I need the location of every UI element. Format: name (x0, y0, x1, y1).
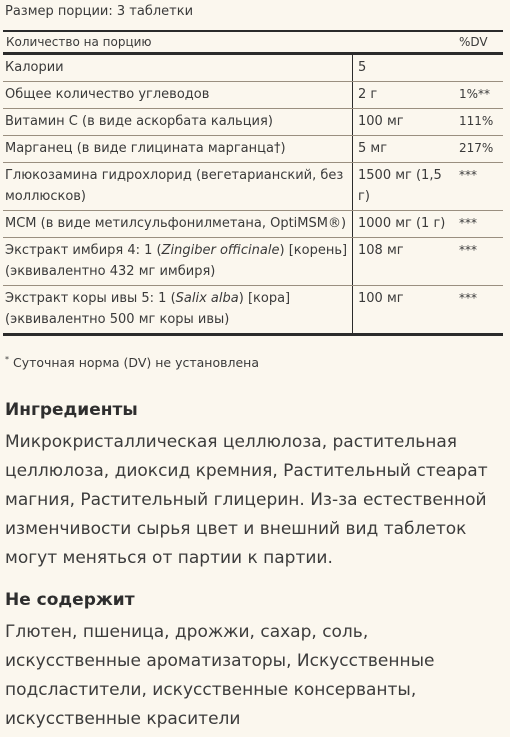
nutrient-amount: 2 г (358, 87, 378, 102)
nutrient-amount: 100 мг (358, 114, 404, 129)
nutrient-dv (456, 55, 503, 81)
nutrient-dv: *** (459, 168, 477, 182)
table-row (3, 286, 503, 333)
free-from-heading: Не содержит (5, 590, 135, 610)
nutrient-name: Калории (3, 55, 353, 81)
nutrient-amount: 1000 мг (1 г) (358, 216, 446, 231)
table-row (3, 136, 503, 163)
nutrient-name: Глюкозамина гидрохлорид (вегетарианский, без моллюсков) (3, 163, 353, 210)
nutrient-name: Экстракт имбиря 4: 1 (Zingiber officinale) [корень] (эквивалентно 432 мг имбиря) (3, 238, 353, 285)
nutrient-dv: *** (459, 243, 477, 257)
nutrient-amount: 108 мг (358, 243, 404, 258)
nutrient-amount: 100 мг (358, 291, 404, 306)
nutrient-amount: 5 мг (358, 141, 388, 156)
nutrient-dv: *** (459, 291, 477, 305)
table-row (3, 238, 503, 286)
supplement-facts-table (3, 30, 503, 336)
dv-header: %DV (459, 35, 488, 49)
nutrient-name: Витамин С (в виде аскорбата кальция) (3, 109, 353, 135)
amount-per-serving-header: Количество на порцию (6, 35, 152, 49)
nutrient-dv: *** (459, 216, 477, 230)
free-from-text: Глютен, пшеница, дрожжи, сахар, соль, искусственные ароматизаторы, Искусственные подсластители, искусственные консерванты, искусственные красители (5, 622, 435, 729)
serving-size: Размер порции: 3 таблетки (5, 4, 194, 19)
table-row (3, 211, 503, 238)
nutrient-name: Марганец (в виде глицината марганца†) (3, 136, 353, 162)
ingredients-text: Микрокристаллическая целлюлоза, растительная целлюлоза, диоксид кремния, Растительный стеарат магния, Растительный глицерин. Из-за естественной изменчивости сырья цвет и внешний вид таблеток могут меняться от партии к партии. (5, 432, 488, 568)
ingredients-heading: Ингредиенты (5, 400, 138, 420)
table-row (3, 163, 503, 211)
table-row (3, 109, 503, 136)
table-row (3, 82, 503, 109)
table-header (3, 32, 503, 55)
nutrient-dv: 111% (459, 114, 494, 128)
nutrient-name: МСМ (в виде метилсульфонилметана, OptiMSM®) (3, 211, 353, 237)
nutrient-amount: 5 (358, 60, 367, 75)
nutrient-dv: 1%** (459, 87, 491, 101)
nutrient-amount: 1500 мг (1,5 г) (358, 168, 442, 204)
table-row (3, 55, 503, 82)
footnote: * Суточная норма (DV) не установлена (5, 355, 259, 371)
nutrient-name: Общее количество углеводов (3, 82, 353, 108)
nutrient-name: Экстракт коры ивы 5: 1 (Salix alba) [кора] (эквивалентно 500 мг коры ивы) (3, 286, 353, 333)
nutrient-dv: 217% (459, 141, 494, 155)
